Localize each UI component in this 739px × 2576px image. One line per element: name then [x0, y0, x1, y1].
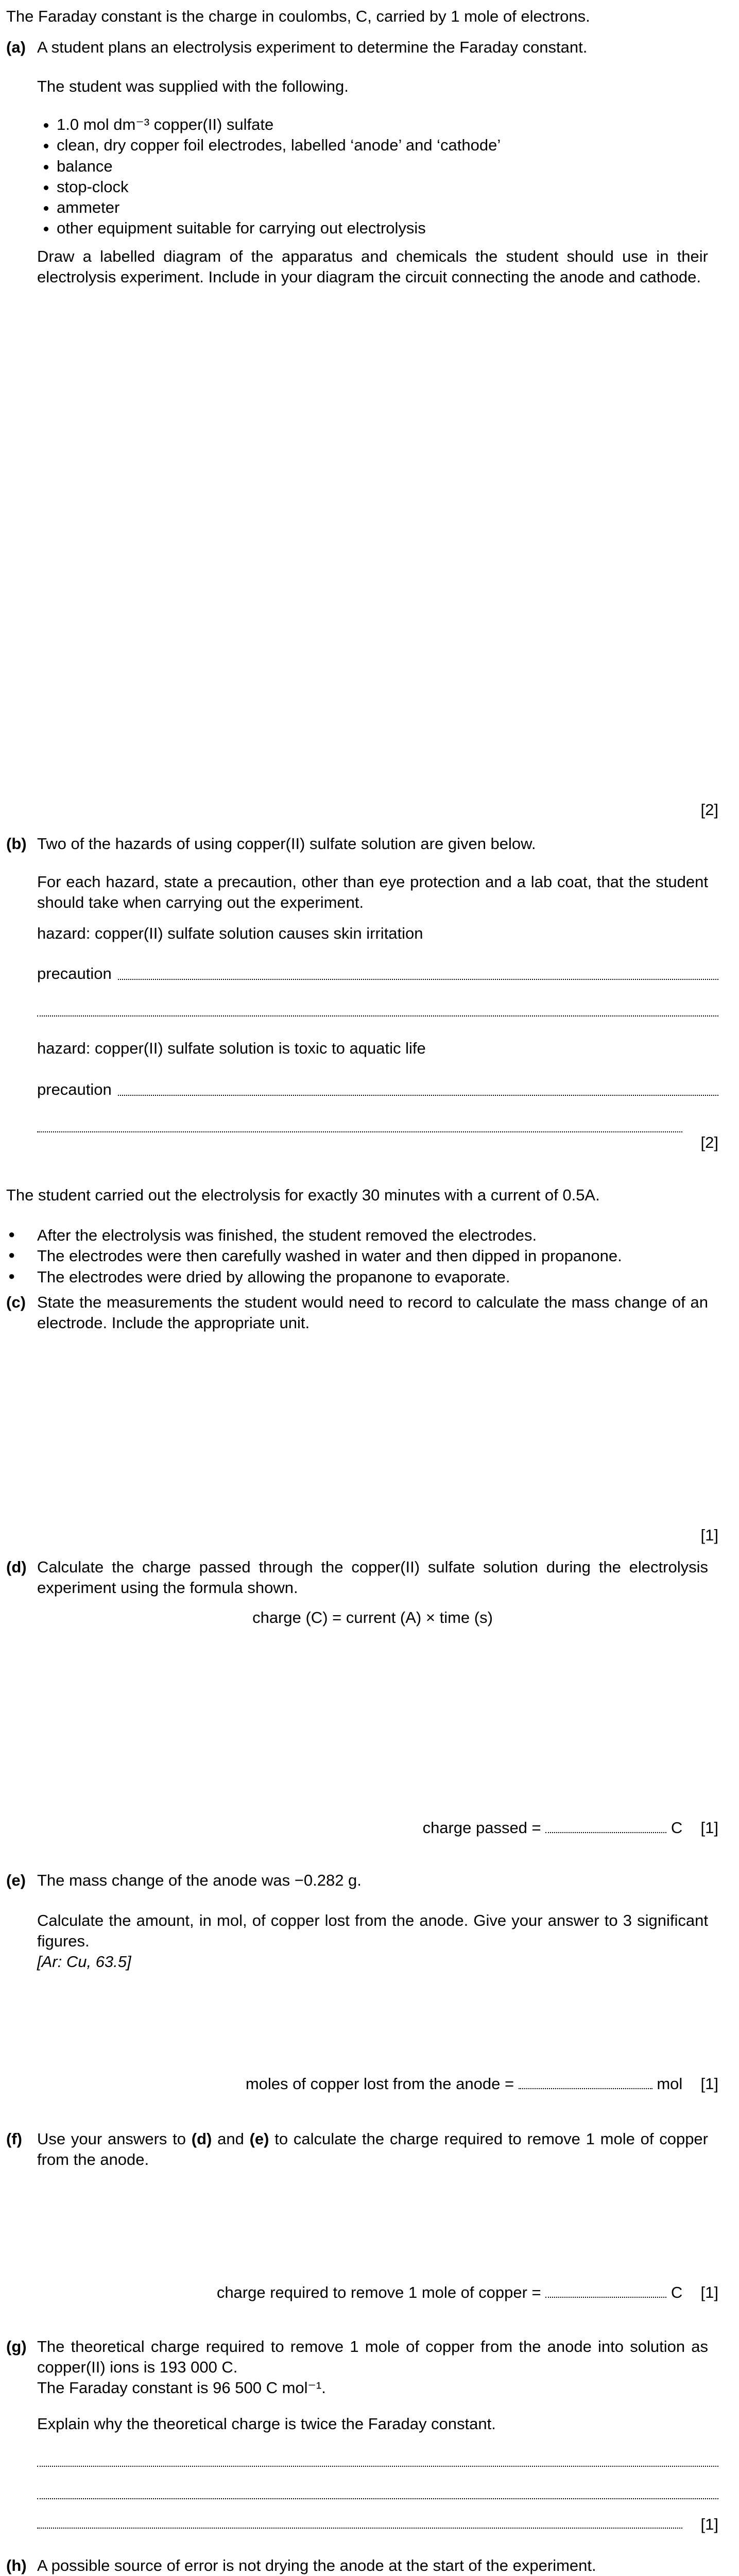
part-b-text: Two of the hazards of using copper(II) sulfate solution are given below.: [37, 835, 536, 853]
list-item: • ammeter: [57, 197, 501, 218]
part-c-label: (c): [6, 1293, 26, 1311]
part-f-marks: [1]: [700, 2283, 718, 2301]
answer-label: moles of copper lost from the anode =: [245, 2075, 514, 2093]
answer-line[interactable]: [37, 2465, 718, 2467]
list-item: ● The electrodes were dried by allowing the propanone to evaporate.: [6, 1267, 622, 1287]
part-g-instruction: Explain why the theoretical charge is twice the Faraday constant.: [37, 2415, 496, 2433]
answer-unit: C: [671, 1819, 683, 1837]
part-a-list: [37, 114, 501, 239]
list-item: • 1.0 mol dm⁻³ copper(II) sulfate: [57, 114, 501, 135]
answer-line[interactable]: [37, 1131, 682, 1132]
list-item: • other equipment suitable for carrying out electrolysis: [57, 218, 501, 239]
part-h-label: (h): [6, 2556, 27, 2574]
part-d-answer: [423, 1818, 718, 1838]
part-a-instruction: Draw a labelled diagram of the apparatus and chemicals the student should use in their electrolysis experiment. Include in your diagram the circuit connecting the anode and cathode.: [37, 247, 708, 286]
setup-list: [6, 1225, 622, 1287]
part-g-text: The theoretical charge required to remove 1 mole of copper from the anode into solution as copper(II) ions is 193 000 C.: [37, 2337, 708, 2377]
part-h-text: A possible source of error is not drying the anode at the start of the experiment.: [37, 2556, 596, 2574]
precaution-2-label: precaution: [37, 1080, 112, 1098]
part-d-marks: [1]: [700, 1819, 718, 1837]
answer-label: charge required to remove 1 mole of copper =: [216, 2283, 541, 2301]
answer-line[interactable]: [37, 1015, 718, 1016]
answer-area[interactable]: [37, 1340, 718, 1510]
list-item: • stop-clock: [57, 177, 501, 197]
part-f-answer: [217, 2282, 718, 2303]
precaution-2-field[interactable]: [37, 1079, 718, 1100]
precaution-1-field[interactable]: [37, 963, 718, 984]
part-g-text2: The Faraday constant is 96 500 C mol⁻¹.: [37, 2379, 326, 2397]
answer-line[interactable]: [37, 2527, 682, 2529]
part-d-text: Calculate the charge passed through the copper(II) sulfate solution during the electrolysis experiment using the formula shown.: [37, 1558, 708, 1597]
hazard-1: hazard: copper(II) sulfate solution causes skin irritation: [37, 924, 423, 942]
part-f-label: (f): [6, 2130, 22, 2148]
list-item: • clean, dry copper foil electrodes, labelled ‘anode’ and ‘cathode’: [57, 135, 501, 156]
answer-line[interactable]: [37, 2498, 718, 2499]
part-a-label: (a): [6, 38, 26, 56]
part-b-marks: [2]: [700, 1133, 718, 1151]
part-b-instruction: For each hazard, state a precaution, other than eye protection and a lab coat, that the student should take when carrying out the experiment.: [37, 873, 708, 912]
part-a-supplied: The student was supplied with the following.: [37, 77, 349, 95]
part-e-text: The mass change of the anode was −0.282 g.: [37, 1871, 362, 1889]
part-d-label: (d): [6, 1558, 27, 1576]
part-e-label: (e): [6, 1871, 26, 1889]
part-e-ar: [Ar: Cu, 63.5]: [37, 1953, 131, 1971]
setup-text: The student carried out the electrolysis for exactly 30 minutes with a current of 0.5A.: [6, 1186, 600, 1204]
list-item: ● The electrodes were then carefully washed in water and then dipped in propanone.: [6, 1246, 622, 1266]
part-b-label: (b): [6, 835, 27, 853]
intro-text: The Faraday constant is the charge in coulombs, C, carried by 1 mole of electrons.: [6, 7, 590, 25]
part-e-marks: [1]: [700, 2075, 718, 2093]
answer-blank[interactable]: [545, 2282, 666, 2298]
diagram-area[interactable]: [37, 299, 718, 788]
part-a-text: A student plans an electrolysis experiment to determine the Faraday constant.: [37, 38, 588, 56]
answer-blank[interactable]: [545, 1818, 666, 1833]
list-item: ● After the electrolysis was finished, the student removed the electrodes.: [6, 1225, 622, 1246]
answer-label: charge passed =: [422, 1819, 541, 1837]
part-e-instruction: Calculate the amount, in mol, of copper lost from the anode. Give your answer to 3 significant figures.: [37, 1911, 708, 1951]
formula: charge (C) = current (A) × time (s): [252, 1608, 493, 1626]
part-a-marks: [2]: [700, 801, 718, 819]
list-item: • balance: [57, 156, 501, 177]
part-g-label: (g): [6, 2337, 27, 2355]
part-e-answer: [246, 2074, 718, 2094]
part-f-text: Use your answers to (d) and (e) to calculate the charge required to remove 1 mole of copper from the anode.: [37, 2130, 708, 2169]
answer-blank[interactable]: [519, 2074, 652, 2089]
part-c-text: State the measurements the student would need to record to calculate the mass change of an electrode. Include the appropriate unit.: [37, 1293, 708, 1332]
part-c-marks: [1]: [700, 1526, 718, 1544]
answer-unit: C: [671, 2283, 683, 2301]
hazard-2: hazard: copper(II) sulfate solution is toxic to aquatic life: [37, 1039, 426, 1057]
answer-unit: mol: [657, 2075, 683, 2093]
part-g-marks: [1]: [700, 2515, 718, 2533]
precaution-1-label: precaution: [37, 964, 112, 982]
